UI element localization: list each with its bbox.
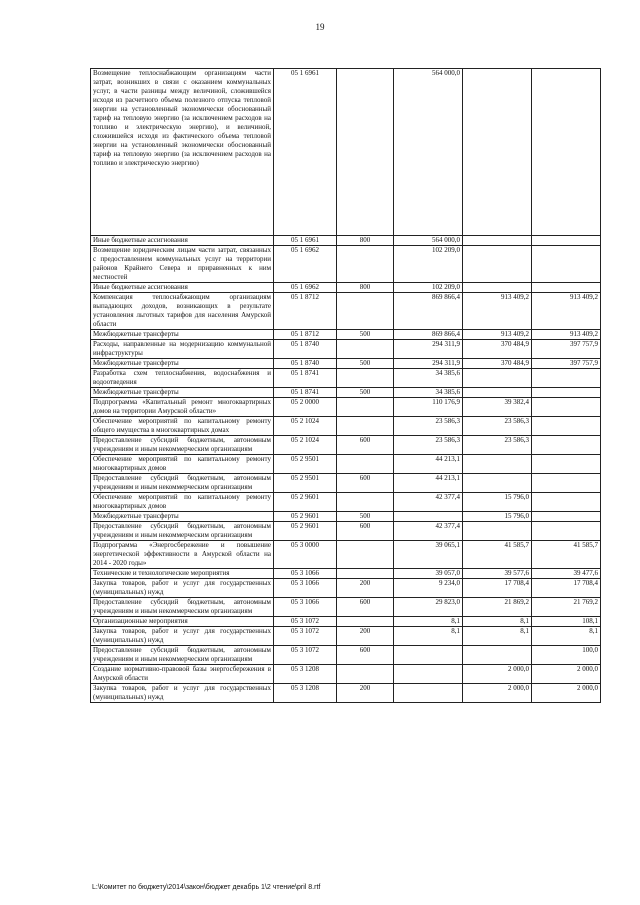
row-code-cell: 05 1 8740 <box>274 359 337 369</box>
row-vr-cell: 600 <box>337 598 394 617</box>
row-value-2014-cell: 23 586,3 <box>394 417 463 436</box>
row-vr-cell: 500 <box>337 330 394 340</box>
row-value-2015-cell <box>463 455 532 474</box>
row-value-2014-cell: 564 000,0 <box>394 69 463 236</box>
row-value-2015-cell: 8,1 <box>463 627 532 646</box>
row-value-2015-cell: 39 382,4 <box>463 398 532 417</box>
row-value-2016-cell: 8,1 <box>532 627 601 646</box>
row-value-2015-cell: 39 577,6 <box>463 569 532 579</box>
row-value-2016-cell <box>532 236 601 246</box>
row-value-2014-cell: 564 000,0 <box>394 236 463 246</box>
row-vr-cell <box>337 369 394 388</box>
row-name-cell: Обеспечение мероприятий по капитальному ремонту многоквартирных домов <box>91 455 274 474</box>
row-value-2015-cell: 913 409,2 <box>463 330 532 340</box>
row-name-cell: Создание нормативно-правовой базы энергосбережения в Амурской области <box>91 665 274 684</box>
row-code-cell: 05 3 1072 <box>274 617 337 627</box>
row-name-cell: Подпрограмма «Энергосбережение и повышение энергетической эффективности в Амурской области на 2014 - 2020 годы» <box>91 541 274 569</box>
row-value-2016-cell <box>532 455 601 474</box>
row-value-2016-cell <box>532 69 601 236</box>
row-vr-cell <box>337 293 394 330</box>
table-row <box>91 330 601 340</box>
row-code-cell: 05 2 1024 <box>274 436 337 455</box>
row-vr-cell <box>337 493 394 512</box>
row-code-cell: 05 2 1024 <box>274 417 337 436</box>
row-vr-cell: 500 <box>337 359 394 369</box>
row-code-cell: 05 2 9601 <box>274 512 337 522</box>
row-value-2016-cell: 2 000,0 <box>532 665 601 684</box>
row-name-cell: Межбюджетные трансферты <box>91 512 274 522</box>
row-value-2015-cell: 2 000,0 <box>463 665 532 684</box>
row-name-cell: Предоставление субсидий бюджетным, автономным учреждениям и иным некоммерческим организациям <box>91 646 274 665</box>
table-row <box>91 684 601 703</box>
row-value-2016-cell <box>532 369 601 388</box>
row-value-2015-cell <box>463 474 532 493</box>
page-number: 19 <box>315 22 325 32</box>
row-value-2015-cell: 8,1 <box>463 617 532 627</box>
row-value-2014-cell: 102 209,0 <box>394 283 463 293</box>
row-vr-cell <box>337 665 394 684</box>
row-value-2016-cell: 39 477,6 <box>532 569 601 579</box>
row-name-cell: Подпрограмма «Капитальный ремонт многоквартирных домов на территории Амурской области» <box>91 398 274 417</box>
row-vr-cell <box>337 340 394 359</box>
row-code-cell: 05 2 9501 <box>274 455 337 474</box>
row-code-cell: 05 1 8741 <box>274 388 337 398</box>
row-name-cell: Расходы, направленные на модернизацию коммунальной инфраструктуры <box>91 340 274 359</box>
row-name-cell: Предоставление субсидий бюджетным, автономным учреждениям и иным некоммерческим организациям <box>91 598 274 617</box>
row-name-cell: Иные бюджетные ассигнования <box>91 236 274 246</box>
row-value-2015-cell: 17 708,4 <box>463 579 532 598</box>
table-row <box>91 236 601 246</box>
row-name-cell: Закупка товаров, работ и услуг для государственных (муниципальных) нужд <box>91 627 274 646</box>
table-row <box>91 646 601 665</box>
row-value-2015-cell: 41 585,7 <box>463 541 532 569</box>
row-value-2015-cell: 2 000,0 <box>463 684 532 703</box>
row-vr-cell <box>337 569 394 579</box>
row-vr-cell <box>337 246 394 283</box>
row-value-2016-cell: 21 769,2 <box>532 598 601 617</box>
row-vr-cell: 600 <box>337 522 394 541</box>
row-vr-cell: 600 <box>337 436 394 455</box>
row-code-cell: 05 3 1072 <box>274 627 337 646</box>
row-vr-cell: 600 <box>337 646 394 665</box>
table-row <box>91 579 601 598</box>
row-value-2016-cell: 2 000,0 <box>532 684 601 703</box>
row-code-cell: 05 1 8712 <box>274 293 337 330</box>
row-value-2016-cell: 913 409,2 <box>532 293 601 330</box>
row-value-2016-cell <box>532 512 601 522</box>
row-vr-cell: 200 <box>337 579 394 598</box>
row-name-cell: Возмещение юридическим лицам части затрат, связанных с предоставлением коммунальных услуг на территории районов Крайнего Севера и приравненных к ним местностей <box>91 246 274 283</box>
table-row <box>91 627 601 646</box>
row-name-cell: Предоставление субсидий бюджетным, автономным учреждениям и иным некоммерческим организациям <box>91 436 274 455</box>
table-row <box>91 617 601 627</box>
row-code-cell: 05 1 6961 <box>274 69 337 236</box>
table-row <box>91 293 601 330</box>
table-row <box>91 455 601 474</box>
row-value-2016-cell <box>532 417 601 436</box>
row-value-2014-cell: 44 213,1 <box>394 474 463 493</box>
row-value-2016-cell: 913 409,2 <box>532 330 601 340</box>
table-row <box>91 474 601 493</box>
row-value-2015-cell: 370 484,9 <box>463 359 532 369</box>
row-value-2016-cell <box>532 474 601 493</box>
row-value-2014-cell: 294 311,9 <box>394 359 463 369</box>
row-name-cell: Разработка схем теплоснабжения, водоснабжения и водоотведения <box>91 369 274 388</box>
table-row <box>91 541 601 569</box>
row-code-cell: 05 1 6961 <box>274 236 337 246</box>
row-value-2014-cell: 39 065,1 <box>394 541 463 569</box>
row-code-cell: 05 3 0000 <box>274 541 337 569</box>
row-vr-cell <box>337 69 394 236</box>
row-value-2014-cell: 23 586,3 <box>394 436 463 455</box>
budget-table <box>90 68 601 703</box>
table-row <box>91 598 601 617</box>
table-row <box>91 665 601 684</box>
row-name-cell: Предоставление субсидий бюджетным, автономным учреждениям и иным некоммерческим организациям <box>91 474 274 493</box>
table-row <box>91 569 601 579</box>
row-value-2015-cell <box>463 69 532 236</box>
row-value-2015-cell: 15 796,0 <box>463 493 532 512</box>
row-value-2014-cell: 294 311,9 <box>394 340 463 359</box>
row-value-2016-cell <box>532 493 601 512</box>
row-vr-cell: 500 <box>337 512 394 522</box>
budget-table-body <box>91 69 601 703</box>
table-row <box>91 359 601 369</box>
row-value-2015-cell: 23 586,3 <box>463 417 532 436</box>
row-value-2014-cell: 110 176,9 <box>394 398 463 417</box>
row-value-2014-cell: 42 377,4 <box>394 493 463 512</box>
row-value-2014-cell: 8,1 <box>394 627 463 646</box>
row-value-2014-cell: 869 866,4 <box>394 330 463 340</box>
row-value-2014-cell <box>394 646 463 665</box>
row-value-2016-cell: 108,1 <box>532 617 601 627</box>
row-value-2016-cell: 17 708,4 <box>532 579 601 598</box>
row-code-cell: 05 3 1072 <box>274 646 337 665</box>
row-value-2015-cell <box>463 388 532 398</box>
row-name-cell: Организационные мероприятия <box>91 617 274 627</box>
row-code-cell: 05 2 0000 <box>274 398 337 417</box>
row-name-cell: Закупка товаров, работ и услуг для государственных (муниципальных) нужд <box>91 579 274 598</box>
row-name-cell: Межбюджетные трансферты <box>91 330 274 340</box>
row-value-2014-cell: 102 209,0 <box>394 246 463 283</box>
row-value-2015-cell <box>463 246 532 283</box>
row-vr-cell: 200 <box>337 627 394 646</box>
file-path-footer: L:\Комитет по бюджету\2014\закон\бюджет декабрь 1\2 чтение\pril 8.rtf <box>92 884 321 891</box>
row-code-cell: 05 2 9601 <box>274 493 337 512</box>
table-row <box>91 340 601 359</box>
row-code-cell: 05 3 1208 <box>274 684 337 703</box>
table-row <box>91 417 601 436</box>
row-value-2016-cell: 100,0 <box>532 646 601 665</box>
row-value-2014-cell: 39 057,0 <box>394 569 463 579</box>
row-value-2016-cell <box>532 398 601 417</box>
table-row <box>91 493 601 512</box>
row-value-2016-cell <box>532 522 601 541</box>
row-name-cell: Предоставление субсидий бюджетным, автономным учреждениям и иным некоммерческим организациям <box>91 522 274 541</box>
table-row <box>91 436 601 455</box>
row-value-2014-cell: 44 213,1 <box>394 455 463 474</box>
row-code-cell: 05 1 8741 <box>274 369 337 388</box>
row-value-2016-cell <box>532 388 601 398</box>
table-row <box>91 512 601 522</box>
row-value-2014-cell: 34 385,6 <box>394 369 463 388</box>
row-name-cell: Возмещение теплоснабжающим организациям части затрат, возникших в связи с оказанием коммунальных услуг, в части разницы между величиной, сложившейся исходя из расчетного объема полезного отпуска тепловой энергии на установленный экономически обоснованный тариф на тепловую энергию (за исключением расходов на топливо и электрическую энергию), и величиной, сложившейся исходя из фактического объема тепловой энергии на установленный экономически обоснованный тариф на тепловую энергию (за исключением расходов на топливо и электрическую энергию) <box>91 69 274 236</box>
table-row <box>91 369 601 388</box>
row-value-2014-cell: 8,1 <box>394 617 463 627</box>
row-value-2014-cell <box>394 665 463 684</box>
row-vr-cell: 800 <box>337 236 394 246</box>
row-value-2016-cell: 397 757,9 <box>532 340 601 359</box>
row-name-cell: Закупка товаров, работ и услуг для государственных (муниципальных) нужд <box>91 684 274 703</box>
row-value-2014-cell: 869 866,4 <box>394 293 463 330</box>
row-code-cell: 05 1 6962 <box>274 246 337 283</box>
row-value-2014-cell: 29 823,0 <box>394 598 463 617</box>
row-value-2016-cell <box>532 283 601 293</box>
table-row <box>91 522 601 541</box>
row-vr-cell <box>337 398 394 417</box>
row-vr-cell <box>337 455 394 474</box>
row-value-2016-cell: 41 585,7 <box>532 541 601 569</box>
row-value-2015-cell <box>463 369 532 388</box>
row-code-cell: 05 3 1066 <box>274 569 337 579</box>
row-name-cell: Обеспечение мероприятий по капитальному ремонту многоквартирных домов <box>91 493 274 512</box>
row-name-cell: Межбюджетные трансферты <box>91 359 274 369</box>
row-code-cell: 05 3 1208 <box>274 665 337 684</box>
table-row <box>91 283 601 293</box>
row-value-2015-cell <box>463 283 532 293</box>
row-value-2014-cell <box>394 512 463 522</box>
row-value-2014-cell: 9 234,0 <box>394 579 463 598</box>
row-value-2014-cell <box>394 684 463 703</box>
row-value-2015-cell: 21 869,2 <box>463 598 532 617</box>
table-row <box>91 398 601 417</box>
row-vr-cell: 500 <box>337 388 394 398</box>
row-value-2016-cell <box>532 246 601 283</box>
row-code-cell: 05 3 1066 <box>274 598 337 617</box>
row-code-cell: 05 2 9501 <box>274 474 337 493</box>
row-vr-cell <box>337 541 394 569</box>
row-vr-cell: 600 <box>337 474 394 493</box>
row-vr-cell: 800 <box>337 283 394 293</box>
row-value-2015-cell <box>463 522 532 541</box>
row-code-cell: 05 1 8740 <box>274 340 337 359</box>
row-value-2015-cell: 15 796,0 <box>463 512 532 522</box>
table-row <box>91 246 601 283</box>
row-name-cell: Компенсация теплоснабжающим организациям выпадающих доходов, возникающих в результате установления льготных тарифов для населения Амурской области <box>91 293 274 330</box>
row-vr-cell <box>337 417 394 436</box>
row-value-2014-cell: 34 385,6 <box>394 388 463 398</box>
row-name-cell: Межбюджетные трансферты <box>91 388 274 398</box>
row-value-2014-cell: 42 377,4 <box>394 522 463 541</box>
table-row <box>91 388 601 398</box>
row-value-2015-cell: 370 484,9 <box>463 340 532 359</box>
row-code-cell: 05 1 8712 <box>274 330 337 340</box>
row-code-cell: 05 1 6962 <box>274 283 337 293</box>
row-value-2015-cell <box>463 236 532 246</box>
row-value-2016-cell: 397 757,9 <box>532 359 601 369</box>
row-name-cell: Обеспечение мероприятий по капитальному ремонту общего имущества в многоквартирных домах <box>91 417 274 436</box>
row-code-cell: 05 2 9601 <box>274 522 337 541</box>
row-code-cell: 05 3 1066 <box>274 579 337 598</box>
row-vr-cell <box>337 617 394 627</box>
row-value-2015-cell: 23 586,3 <box>463 436 532 455</box>
row-name-cell: Технические и технологические мероприятия <box>91 569 274 579</box>
row-value-2016-cell <box>532 436 601 455</box>
row-vr-cell: 200 <box>337 684 394 703</box>
row-value-2015-cell <box>463 646 532 665</box>
row-name-cell: Иные бюджетные ассигнования <box>91 283 274 293</box>
table-row <box>91 69 601 236</box>
row-value-2015-cell: 913 409,2 <box>463 293 532 330</box>
